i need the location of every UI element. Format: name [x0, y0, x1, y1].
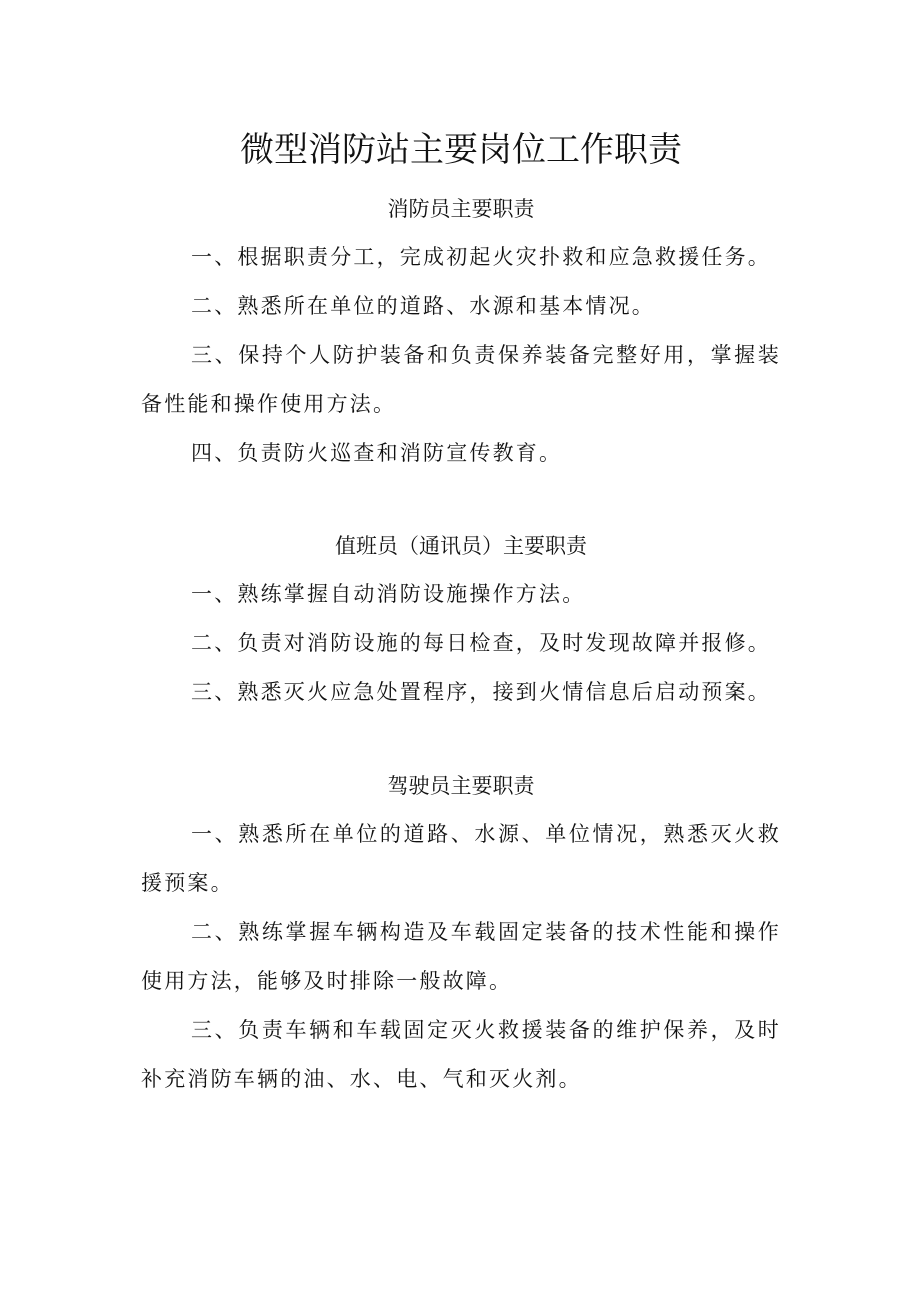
duty-officer-duty-3: 三、熟悉灭火应急处置程序，接到火情信息后启动预案。	[191, 680, 771, 704]
section-heading-firefighter: 消防员主要职责	[387, 197, 535, 221]
driver-duty-1: 一、熟悉所在单位的道路、水源、单位情况，熟悉灭火救援预案。	[141, 822, 781, 895]
firefighter-duty-4: 四、负责防火巡查和消防宣传教育。	[191, 441, 563, 465]
duty-officer-duty-2: 二、负责对消防设施的每日检查，及时发现故障并报修。	[191, 631, 771, 655]
document-title: 微型消防站主要岗位工作职责	[240, 130, 682, 170]
firefighter-duty-3: 三、保持个人防护装备和负责保养装备完整好用，掌握装备性能和操作使用方法。	[141, 343, 781, 416]
section-heading-driver: 驾驶员主要职责	[387, 774, 535, 798]
driver-duty-2: 二、熟练掌握车辆构造及车载固定装备的技术性能和操作使用方法，能够及时排除一般故障。	[141, 920, 781, 993]
firefighter-duty-2: 二、熟悉所在单位的道路、水源和基本情况。	[191, 294, 655, 318]
document-page	[141, 0, 781, 1302]
duty-officer-duty-1: 一、熟练掌握自动消防设施操作方法。	[191, 582, 586, 606]
driver-duty-3: 三、负责车辆和车载固定灭火救援装备的维护保养，及时补充消防车辆的油、水、电、气和灭火剂。	[141, 1018, 781, 1091]
firefighter-duty-1: 一、根据职责分工，完成初起火灾扑救和应急救援任务。	[191, 245, 771, 269]
section-heading-duty-officer: 值班员（通讯员）主要职责	[335, 534, 587, 558]
